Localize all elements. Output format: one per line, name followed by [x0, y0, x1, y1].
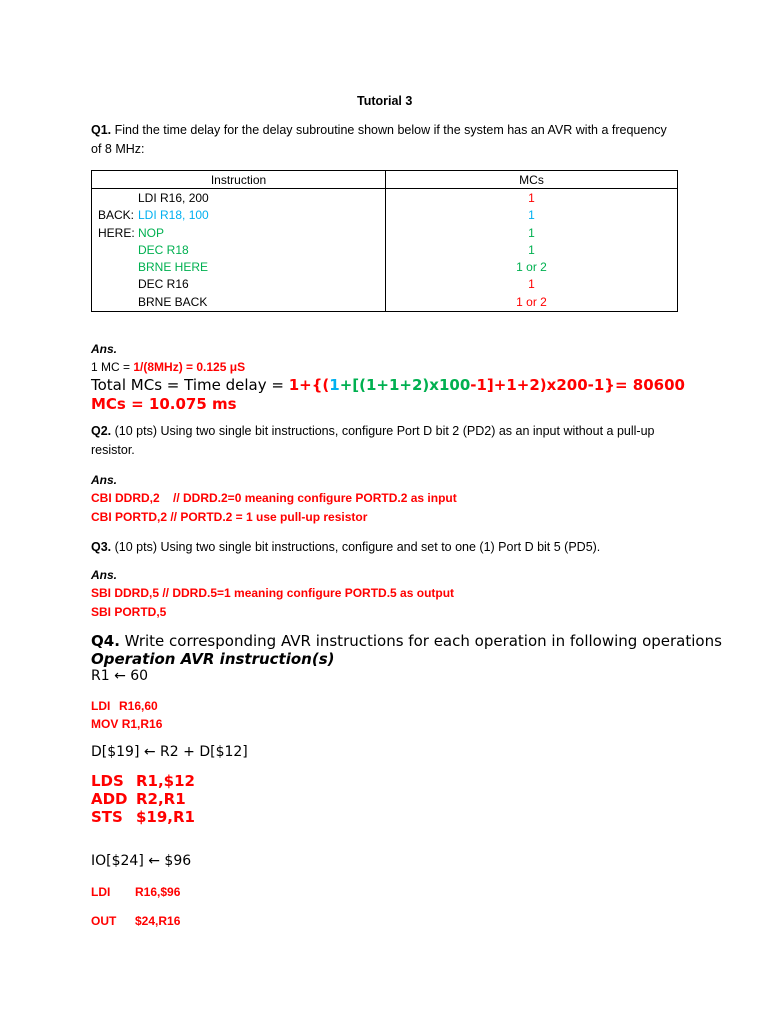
table-header-instruction: Instruction: [92, 171, 386, 189]
op1-ans-line: LDI R16,60: [91, 699, 158, 713]
op2-ans-line: STS $19,R1: [91, 808, 195, 826]
mc-cell: 1: [528, 225, 535, 240]
q1-number: Q1.: [91, 123, 112, 137]
q4-header: Operation AVR instruction(s): [91, 650, 335, 668]
q1-text-line1: [91, 123, 667, 137]
q3-ans-label: Ans.: [91, 568, 118, 582]
q2-ans-line: CBI PORTD,2 // PORTD.2 = 1 use pull-up resistor: [91, 510, 368, 524]
q1-total-line: Total MCs = Time delay = 1+{(1+[(1+1+2)x100-1]+1+2)x200-1}= 80600: [91, 376, 685, 394]
q4-op1: R1 ← 60: [91, 668, 149, 684]
q1-text: Find the time delay for the delay subroutine shown below if the system has an AVR with a frequency: [114, 123, 667, 137]
mc-cell: 1 or 2: [516, 260, 547, 275]
table-row: LDI R16, 200: [138, 191, 209, 205]
mc-cell: 1: [528, 191, 535, 205]
q2-ans-label: Ans.: [91, 473, 118, 487]
q1-ans-label: Ans.: [91, 342, 118, 356]
table-row: DEC R16: [138, 277, 189, 292]
table-row: BACK: LDI R18, 100: [98, 208, 209, 223]
q1-ans-line1: 1 MC = 1/(8MHz) = 0.125 μS: [91, 360, 246, 374]
q4-op2: D[$19] ← R2 + D[$12]: [91, 744, 248, 760]
q3-ans-line: SBI PORTD,5: [91, 605, 167, 619]
table-row: HERE: NOP: [98, 225, 165, 240]
mc-cell: 1: [528, 242, 535, 257]
table-row: BRNE BACK: [138, 294, 208, 309]
instruction-column: [92, 189, 386, 312]
op3-ans-line: OUT $24,R16: [91, 914, 181, 928]
mcs-column: [386, 189, 678, 312]
op1-ans-line: MOV R1,R16: [91, 717, 163, 731]
op3-ans-line: LDI R16,$96: [91, 885, 181, 899]
q4-op3: IO[$24] ← $96: [91, 853, 192, 869]
q2-ans-line: CBI DDRD,2 // DDRD.2=0 meaning configure PORTD.2 as input: [91, 491, 457, 505]
op2-ans-line: ADD R2,R1: [91, 790, 186, 808]
q1-ans-result: MCs = 10.075 ms: [91, 395, 237, 413]
q2-text-line1: Q2. (10 pts) Using two single bit instructions, configure Port D bit 2 (PD2) as an input without a pull-up: [91, 424, 655, 438]
q3-ans-line: SBI DDRD,5 // DDRD.5=1 meaning configure PORTD.5 as output: [91, 586, 455, 600]
op2-ans-line: LDS R1,$12: [91, 772, 195, 790]
table-row: DEC R18: [138, 242, 189, 257]
q2-text-line2: resistor.: [91, 443, 135, 457]
page-title: Tutorial 3: [357, 94, 413, 108]
table-header-mcs: MCs: [386, 171, 678, 189]
q3-text: Q3. (10 pts) Using two single bit instructions, configure and set to one (1) Port D bit 5 (PD5).: [91, 540, 601, 554]
mc-cell: 1: [528, 208, 535, 223]
q4-text: Q4. Write corresponding AVR instructions for each operation in following operations: [91, 632, 722, 650]
q1-text-line2: of 8 MHz:: [91, 142, 145, 156]
instruction-table: [91, 170, 678, 312]
mc-cell: 1 or 2: [516, 294, 547, 309]
table-row: BRNE HERE: [138, 260, 209, 275]
mc-cell: 1: [528, 277, 535, 292]
